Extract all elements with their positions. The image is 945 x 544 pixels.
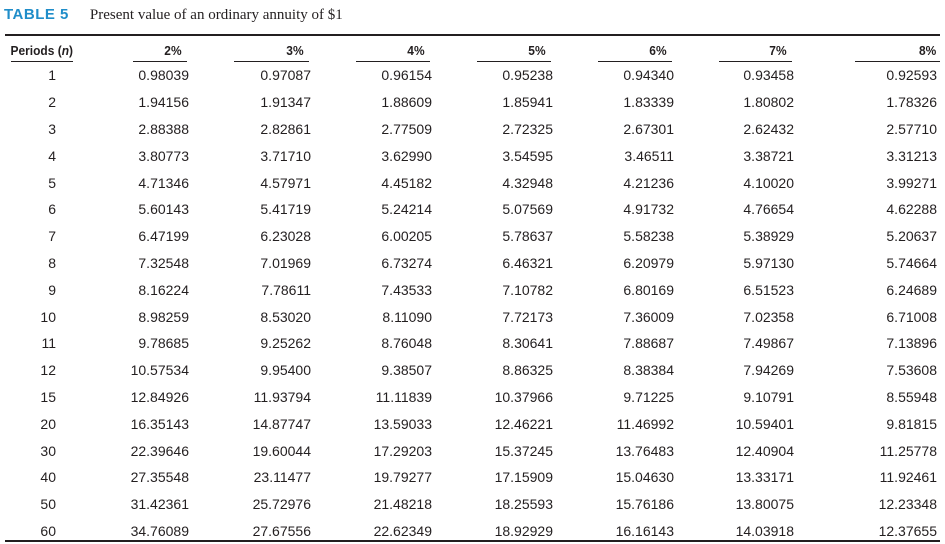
value-cell: 4.10020 [743, 174, 794, 191]
value-cell: 6.24689 [886, 281, 937, 298]
rate-column-header: 8% [919, 42, 937, 58]
period-cell: 1 [48, 67, 56, 84]
value-cell: 5.38929 [743, 228, 794, 245]
value-cell: 1.78326 [886, 94, 937, 111]
value-cell: 6.51523 [743, 281, 794, 298]
table-row [5, 62, 940, 89]
value-cell: 18.25593 [494, 496, 553, 513]
value-cell: 4.57971 [260, 174, 311, 191]
table-row [5, 276, 940, 303]
value-cell: 3.62990 [381, 147, 432, 164]
value-cell: 4.91732 [623, 201, 674, 218]
table-row [5, 491, 940, 518]
value-cell: 11.46992 [616, 415, 674, 432]
value-cell: 0.93458 [743, 67, 794, 84]
value-cell: 0.92593 [886, 67, 937, 84]
value-cell: 9.38507 [381, 362, 432, 379]
value-cell: 7.78611 [261, 281, 311, 298]
value-cell: 4.45182 [381, 174, 432, 191]
period-cell: 7 [48, 228, 56, 245]
value-cell: 14.87747 [252, 415, 311, 432]
periods-column-header: Periods (n) [10, 42, 74, 58]
table-number-label: TABLE 5 [4, 6, 69, 23]
value-cell: 4.32948 [502, 174, 553, 191]
value-cell: 0.94340 [623, 67, 674, 84]
top-rule [5, 34, 940, 36]
value-cell: 1.80802 [743, 94, 794, 111]
period-cell: 11 [41, 335, 56, 352]
value-cell: 2.77509 [381, 120, 432, 137]
value-cell: 8.16224 [138, 281, 189, 298]
value-cell: 17.15909 [494, 469, 553, 486]
value-cell: 15.76186 [615, 496, 674, 513]
value-cell: 7.36009 [623, 308, 674, 325]
value-cell: 2.82861 [260, 120, 311, 137]
annuity-table [5, 39, 940, 544]
value-cell: 13.76483 [615, 442, 674, 459]
value-cell: 6.20979 [623, 254, 674, 271]
value-cell: 12.84926 [130, 388, 189, 405]
value-cell: 8.55948 [886, 388, 937, 405]
value-cell: 2.88388 [138, 120, 189, 137]
value-cell: 5.97130 [743, 254, 794, 271]
value-cell: 8.53020 [260, 308, 311, 325]
rate-column-header: 4% [407, 42, 425, 58]
table-row [5, 250, 940, 277]
table-row [5, 357, 940, 384]
period-cell: 9 [48, 281, 56, 298]
value-cell: 5.20637 [886, 228, 937, 245]
value-cell: 11.92461 [879, 469, 937, 486]
period-cell: 4 [48, 147, 56, 164]
value-cell: 6.47199 [138, 228, 189, 245]
value-cell: 8.30641 [502, 335, 553, 352]
table-row [5, 223, 940, 250]
value-cell: 9.25262 [260, 335, 311, 352]
value-cell: 5.07569 [502, 201, 553, 218]
value-cell: 18.92929 [494, 522, 553, 539]
value-cell: 8.38384 [623, 362, 674, 379]
value-cell: 7.72173 [502, 308, 553, 325]
value-cell: 13.80075 [735, 496, 794, 513]
value-cell: 7.02358 [743, 308, 794, 325]
value-cell: 15.37245 [494, 442, 553, 459]
value-cell: 7.43533 [381, 281, 432, 298]
value-cell: 7.13896 [886, 335, 937, 352]
value-cell: 34.76089 [130, 522, 189, 539]
value-cell: 27.67556 [252, 522, 311, 539]
value-cell: 22.39646 [130, 442, 189, 459]
value-cell: 2.62432 [743, 120, 794, 137]
value-cell: 10.59401 [735, 415, 794, 432]
value-cell: 27.35548 [130, 469, 189, 486]
value-cell: 19.60044 [252, 442, 311, 459]
value-cell: 7.88687 [623, 335, 674, 352]
value-cell: 7.10782 [502, 281, 553, 298]
value-cell: 7.94269 [743, 362, 794, 379]
period-cell: 20 [40, 415, 56, 432]
value-cell: 10.37966 [494, 388, 553, 405]
period-cell: 30 [40, 442, 56, 459]
value-cell: 12.40904 [735, 442, 794, 459]
table-row [5, 89, 940, 116]
value-cell: 6.00205 [381, 228, 432, 245]
value-cell: 6.46321 [502, 254, 553, 271]
header-row [5, 39, 940, 61]
value-cell: 16.35143 [130, 415, 189, 432]
value-cell: 6.23028 [260, 228, 311, 245]
table-row [5, 410, 940, 437]
value-cell: 22.62349 [373, 522, 432, 539]
value-cell: 12.37655 [878, 522, 937, 539]
value-cell: 6.80169 [623, 281, 674, 298]
value-cell: 1.94156 [138, 94, 189, 111]
value-cell: 1.85941 [502, 94, 553, 111]
value-cell: 10.57534 [130, 362, 189, 379]
value-cell: 4.21236 [623, 174, 674, 191]
value-cell: 11.25778 [879, 442, 937, 459]
value-cell: 25.72976 [252, 496, 311, 513]
value-cell: 7.01969 [260, 254, 311, 271]
value-cell: 7.32548 [138, 254, 189, 271]
value-cell: 0.95238 [502, 67, 553, 84]
table-row [5, 384, 940, 411]
period-cell: 3 [48, 120, 56, 137]
table-row [5, 196, 940, 223]
value-cell: 1.88609 [381, 94, 432, 111]
rate-column-header: 2% [164, 42, 182, 58]
value-cell: 7.49867 [743, 335, 794, 352]
table-row [5, 303, 940, 330]
table-row [5, 142, 940, 169]
period-cell: 2 [48, 94, 56, 111]
value-cell: 2.57710 [886, 120, 937, 137]
value-cell: 3.46511 [624, 147, 674, 164]
value-cell: 15.04630 [615, 469, 674, 486]
value-cell: 3.99271 [886, 174, 937, 191]
value-cell: 8.76048 [381, 335, 432, 352]
value-cell: 8.11090 [382, 308, 432, 325]
period-cell: 6 [48, 201, 56, 218]
value-cell: 5.78637 [502, 228, 553, 245]
value-cell: 13.59033 [373, 415, 432, 432]
value-cell: 3.71710 [260, 147, 311, 164]
value-cell: 1.91347 [260, 94, 311, 111]
value-cell: 9.10791 [743, 388, 794, 405]
value-cell: 12.23348 [878, 496, 937, 513]
value-cell: 0.97087 [260, 67, 311, 84]
value-cell: 3.31213 [886, 147, 937, 164]
value-cell: 9.71225 [623, 388, 674, 405]
rate-column-header: 3% [286, 42, 304, 58]
value-cell: 5.24214 [381, 201, 432, 218]
bottom-rule [5, 540, 940, 542]
rate-column-header: 5% [528, 42, 546, 58]
table-body [5, 62, 940, 544]
value-cell: 7.53608 [886, 362, 937, 379]
value-cell: 16.16143 [615, 522, 674, 539]
table-row [5, 330, 940, 357]
period-cell: 50 [40, 496, 56, 513]
value-cell: 5.74664 [886, 254, 937, 271]
value-cell: 1.83339 [623, 94, 674, 111]
period-cell: 60 [40, 522, 56, 539]
table-title [4, 6, 343, 26]
value-cell: 4.62288 [886, 201, 937, 218]
period-cell: 10 [40, 308, 56, 325]
period-cell: 5 [48, 174, 56, 191]
rate-column-header: 6% [649, 42, 667, 58]
value-cell: 6.73274 [381, 254, 432, 271]
value-cell: 2.72325 [502, 120, 553, 137]
value-cell: 13.33171 [735, 469, 794, 486]
table-caption: Present value of an ordinary annuity of $1 [89, 7, 343, 23]
value-cell: 3.54595 [502, 147, 553, 164]
value-cell: 19.79277 [373, 469, 432, 486]
value-cell: 21.48218 [373, 496, 432, 513]
value-cell: 4.76654 [743, 201, 794, 218]
period-cell: 15 [40, 388, 56, 405]
table-row [5, 464, 940, 491]
value-cell: 2.67301 [623, 120, 674, 137]
value-cell: 4.71346 [138, 174, 189, 191]
value-cell: 6.71008 [886, 308, 937, 325]
period-cell: 12 [40, 362, 56, 379]
rate-column-header: 7% [769, 42, 787, 58]
value-cell: 31.42361 [130, 496, 189, 513]
value-cell: 3.38721 [743, 147, 794, 164]
value-cell: 12.46221 [494, 415, 553, 432]
value-cell: 5.58238 [623, 228, 674, 245]
value-cell: 9.81815 [886, 415, 937, 432]
value-cell: 9.78685 [138, 335, 189, 352]
value-cell: 11.93794 [253, 388, 311, 405]
value-cell: 0.98039 [138, 67, 189, 84]
value-cell: 11.11839 [375, 388, 432, 405]
table-row [5, 116, 940, 143]
value-cell: 8.98259 [138, 308, 189, 325]
value-cell: 17.29203 [373, 442, 432, 459]
value-cell: 5.41719 [260, 201, 311, 218]
period-cell: 40 [40, 469, 56, 486]
table-row [5, 169, 940, 196]
table-row [5, 437, 940, 464]
value-cell: 0.96154 [381, 67, 432, 84]
value-cell: 23.11477 [253, 469, 311, 486]
period-cell: 8 [48, 254, 56, 271]
value-cell: 8.86325 [502, 362, 553, 379]
value-cell: 9.95400 [260, 362, 311, 379]
value-cell: 3.80773 [138, 147, 189, 164]
value-cell: 14.03918 [735, 522, 794, 539]
value-cell: 5.60143 [138, 201, 189, 218]
